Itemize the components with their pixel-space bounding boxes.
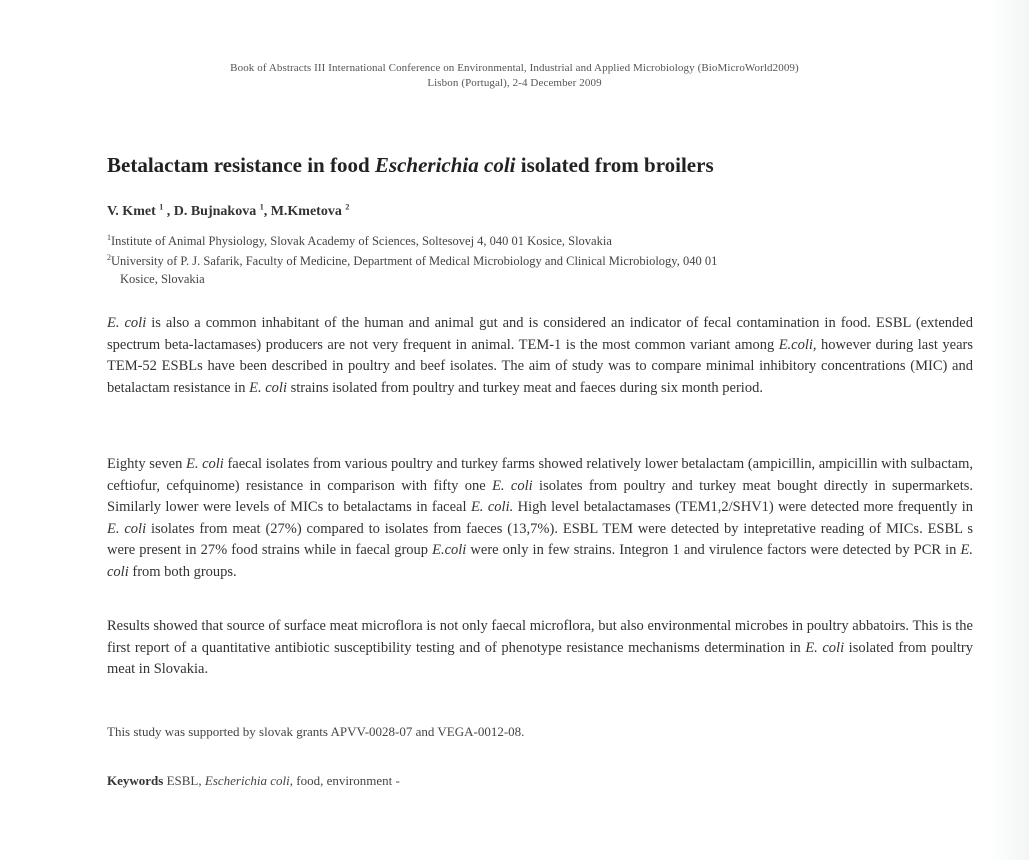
abstract-paragraph-3 [107, 616, 973, 682]
paragraph-text: High level betalactamases (TEM1,2/SHV1) were detected more frequently in [513, 499, 973, 515]
running-header-line1: Book of Abstracts III International Conference on Environmental, Industrial and Applied Microbiology (BioMicroWorld2009) [230, 62, 799, 74]
keywords-label: Keywords [107, 773, 164, 788]
paragraph-text: isolates from poultry and turkey meat bought directly in supermarkets. Similarly lower were levels of MICs to betalactams in faceal [107, 477, 973, 515]
scan-edge-shade [989, 0, 1029, 860]
paragraph-text: were only in few strains. Integron 1 and virulence factors were detected by PCR in [466, 542, 961, 558]
paragraph-text: isolates from meat (27%) compared to isolates from faeces (13,7%). ESBL TEM were detected by intepretative reading of MICs. ESBL s were present in 27% food strains while in faecal group [107, 520, 973, 558]
species-name: E. coli [492, 477, 533, 494]
species-name: E.coli, [778, 336, 817, 353]
title-italic: Escherichia coli [374, 153, 516, 177]
author-affil-sup: 1 [159, 202, 164, 212]
keywords-text: , food, environment - [289, 773, 400, 788]
species-name: Escherichia coli [204, 773, 290, 788]
paragraph-text: faecal isolates from various poultry and turkey farms showed relatively lower betalactam (ampicillin, ampicillin with sulbactam, ceftiofur, cefquinome) resistance in comparison with fifty one [107, 456, 973, 494]
page-title [107, 153, 714, 178]
affiliation-sup: 1 [107, 232, 111, 242]
affiliation-text: Institute of Animal Physiology, Slovak Academy of Sciences, Soltesovej 4, 040 01 Kosice, Slovakia [111, 234, 612, 248]
title-part1: Betalactam resistance in food [107, 153, 375, 177]
species-name: E. coli. [470, 499, 514, 515]
species-name: E. coli [107, 315, 147, 331]
author-name: M.Kmetova [270, 204, 342, 219]
species-name: E. coli [185, 456, 224, 472]
keywords-text: ESBL, [163, 773, 205, 788]
running-header-line2: Lisbon (Portugal), 2-4 December 2009 [427, 77, 602, 89]
author-name: D. Bujnakova [173, 204, 257, 219]
author-name: V. Kmet [107, 204, 156, 219]
title-part2: isolated from broilers [515, 153, 714, 177]
species-name: E. coli [107, 542, 973, 580]
species-name: E. coli [805, 639, 845, 656]
paragraph-text: Results showed that source of surface meat microflora is not only faecal microflora, but also environmental microbes in poultry abbatoirs. This is the first report of a quantitative antibiotic susceptibility testing and of phenotype resistance mechanisms determination in [107, 618, 973, 656]
author-list: V. Kmet $^1$ , D. Bujnakova $^1$, M.Kmetova $^2$ [107, 202, 350, 219]
paragraph-text: Eighty seven [107, 456, 186, 472]
author-affil-sup: 1 [259, 202, 264, 212]
species-name: E.coli [432, 542, 467, 558]
paragraph-text: from both groups. [128, 563, 237, 580]
affiliation-1 [107, 234, 612, 249]
affiliation-text: University of P. J. Safarik, Faculty of Medicine, Department of Medical Microbiology and Clinical Microbiology, 040 01 [111, 254, 718, 268]
affiliation-sup: 2 [107, 252, 111, 262]
affiliation-2-continued: Kosice, Slovakia [120, 272, 205, 286]
paragraph-text: however during last years TEM-52 ESBLs have been described in poultry and beef isolates. The aim of study was to compare minimal inhibitory concentrations (MIC) and betalactam resistance in [107, 336, 973, 396]
paragraph-text: strains isolated from poultry and turkey meat and faeces during six month period. [286, 379, 763, 396]
species-name: E. coli [249, 379, 287, 396]
paragraph-text: isolated from poultry meat in Slovakia. [107, 639, 973, 677]
funding-statement: This study was supported by slovak grants APVV-0028-07 and VEGA-0012-08. [107, 724, 525, 739]
paragraph-text: is also a common inhabitant of the human and animal gut and is considered an indicator of fecal contamination in food. ESBL (extended spectrum beta-lactamases) producers are not very frequent in animal. TEM-1 is the most common variant among [107, 315, 973, 353]
affiliation-2 [107, 254, 717, 269]
keywords-line [107, 773, 400, 789]
abstract-paragraph-1 [107, 313, 973, 443]
species-name: E. coli [107, 520, 147, 537]
author-affil-sup: 2 [345, 202, 350, 212]
abstract-paragraph-2 [107, 454, 973, 606]
